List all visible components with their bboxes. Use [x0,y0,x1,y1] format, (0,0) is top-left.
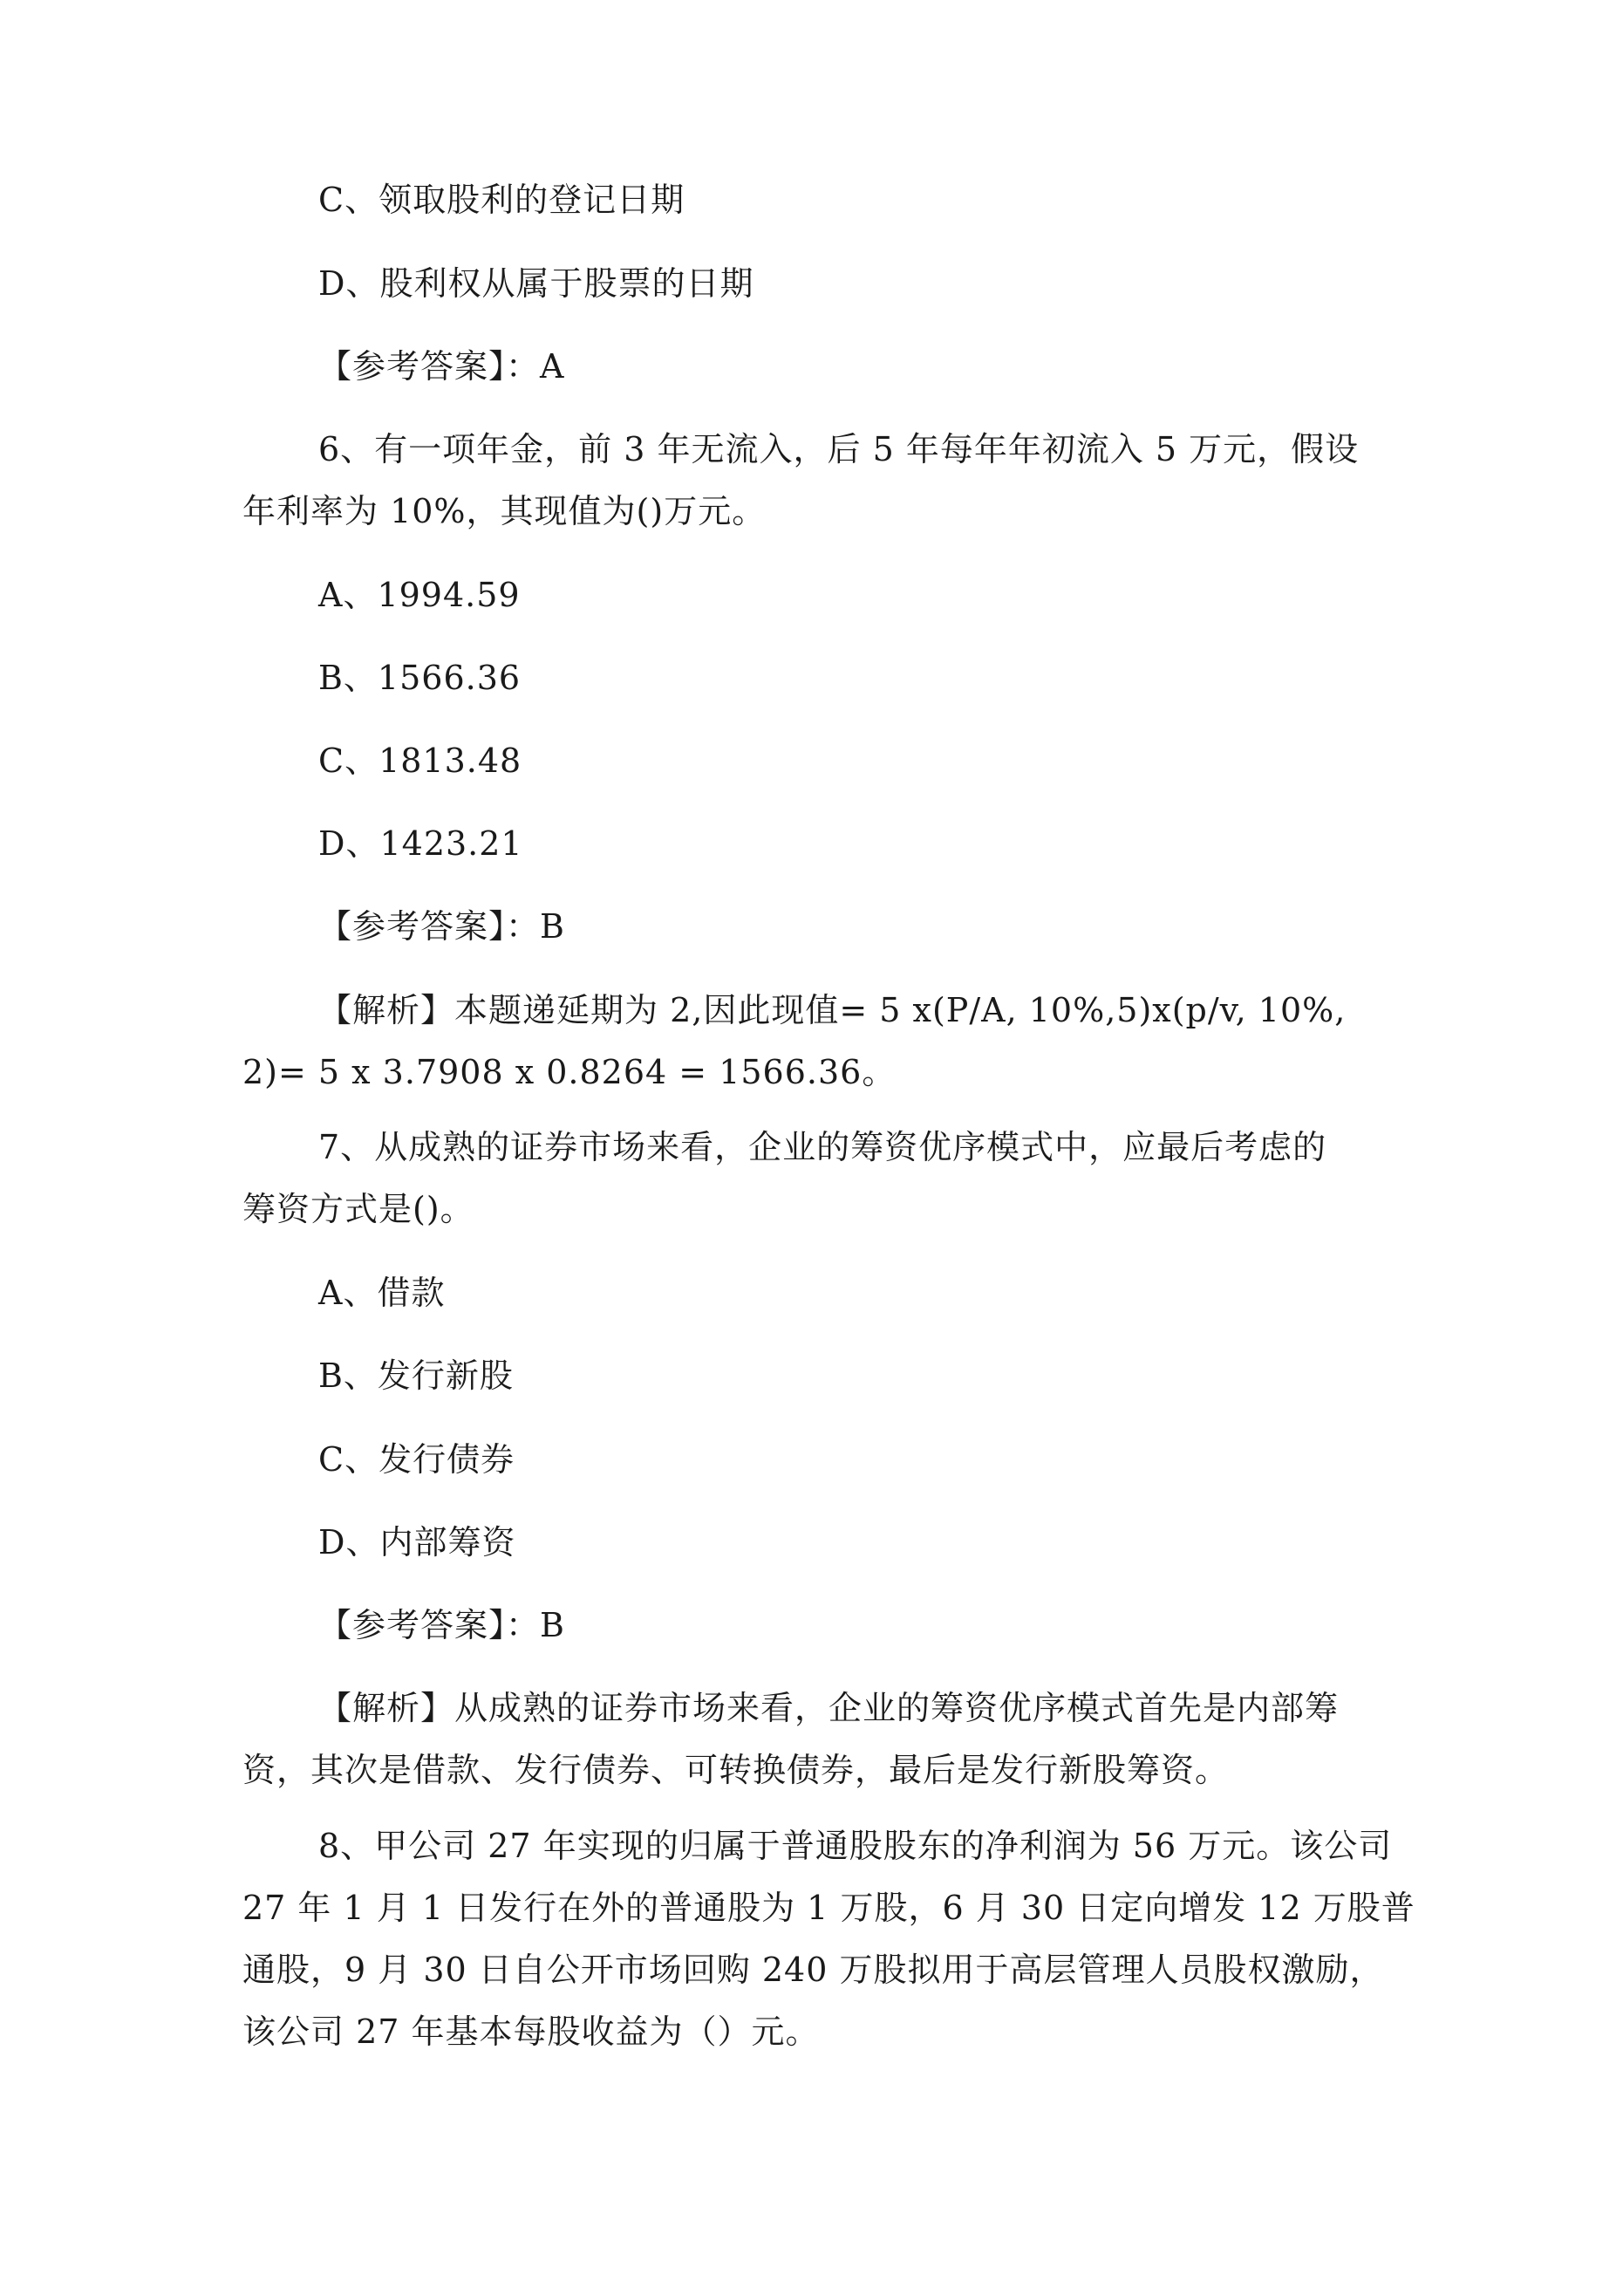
option-d: D、股利权从属于股票的日期 [318,264,754,303]
answer-line: 【参考答案】：B [318,1606,565,1644]
question-6-stem-line-1: 6、有一项年金，前 3 年无流入，后 5 年每年年初流入 5 万元，假设 [318,430,1360,468]
option-b: B、发行新股 [318,1356,514,1395]
analysis-line-2: 资，其次是借款、发行债券、可转换债券，最后是发行新股筹资。 [242,1751,1230,1789]
analysis-line-1: 【解析】从成熟的证券市场来看，企业的筹资优序模式首先是内部筹 [318,1689,1340,1727]
question-7-stem-line-2: 筹资方式是()。 [242,1190,474,1228]
option-c: C、领取股利的登记日期 [318,181,685,219]
answer-line: 【参考答案】：A [318,347,565,386]
analysis-line-2: 2)= 5 x 3.7908 x 0.8264 = 1566.36。 [242,1053,897,1091]
option-d: D、1423.21 [318,824,523,863]
question-8-stem-line-4: 该公司 27 年基本每股收益为（）元。 [242,2012,820,2051]
option-d: D、内部筹资 [318,1523,516,1561]
question-8-stem-line-2: 27 年 1 月 1 日发行在外的普通股为 1 万股，6 月 30 日定向增发 12 万股普 [242,1889,1415,1927]
question-8-stem-line-3: 通股，9 月 30 日自公开市场回购 240 万股拟用于高层管理人员股权激励， [242,1951,1384,1989]
question-7-stem-line-1: 7、从成熟的证券市场来看，企业的筹资优序模式中，应最后考虑的 [318,1128,1327,1166]
option-c: C、1813.48 [318,741,522,780]
option-a: A、借款 [318,1274,446,1312]
option-b: B、1566.36 [318,659,522,697]
option-a: A、1994.59 [318,576,521,614]
question-8-stem-line-1: 8、甲公司 27 年实现的归属于普通股股东的净利润为 56 万元。该公司 [318,1827,1393,1865]
answer-line: 【参考答案】：B [318,907,565,946]
question-6-stem-line-2: 年利率为 10%，其现值为()万元。 [242,492,767,530]
analysis-line-1: 【解析】本题递延期为 2,因此现值= 5 x(P/A, 10%,5)x(p/v, 10%, [318,991,1347,1029]
option-c: C、发行债券 [318,1440,515,1479]
